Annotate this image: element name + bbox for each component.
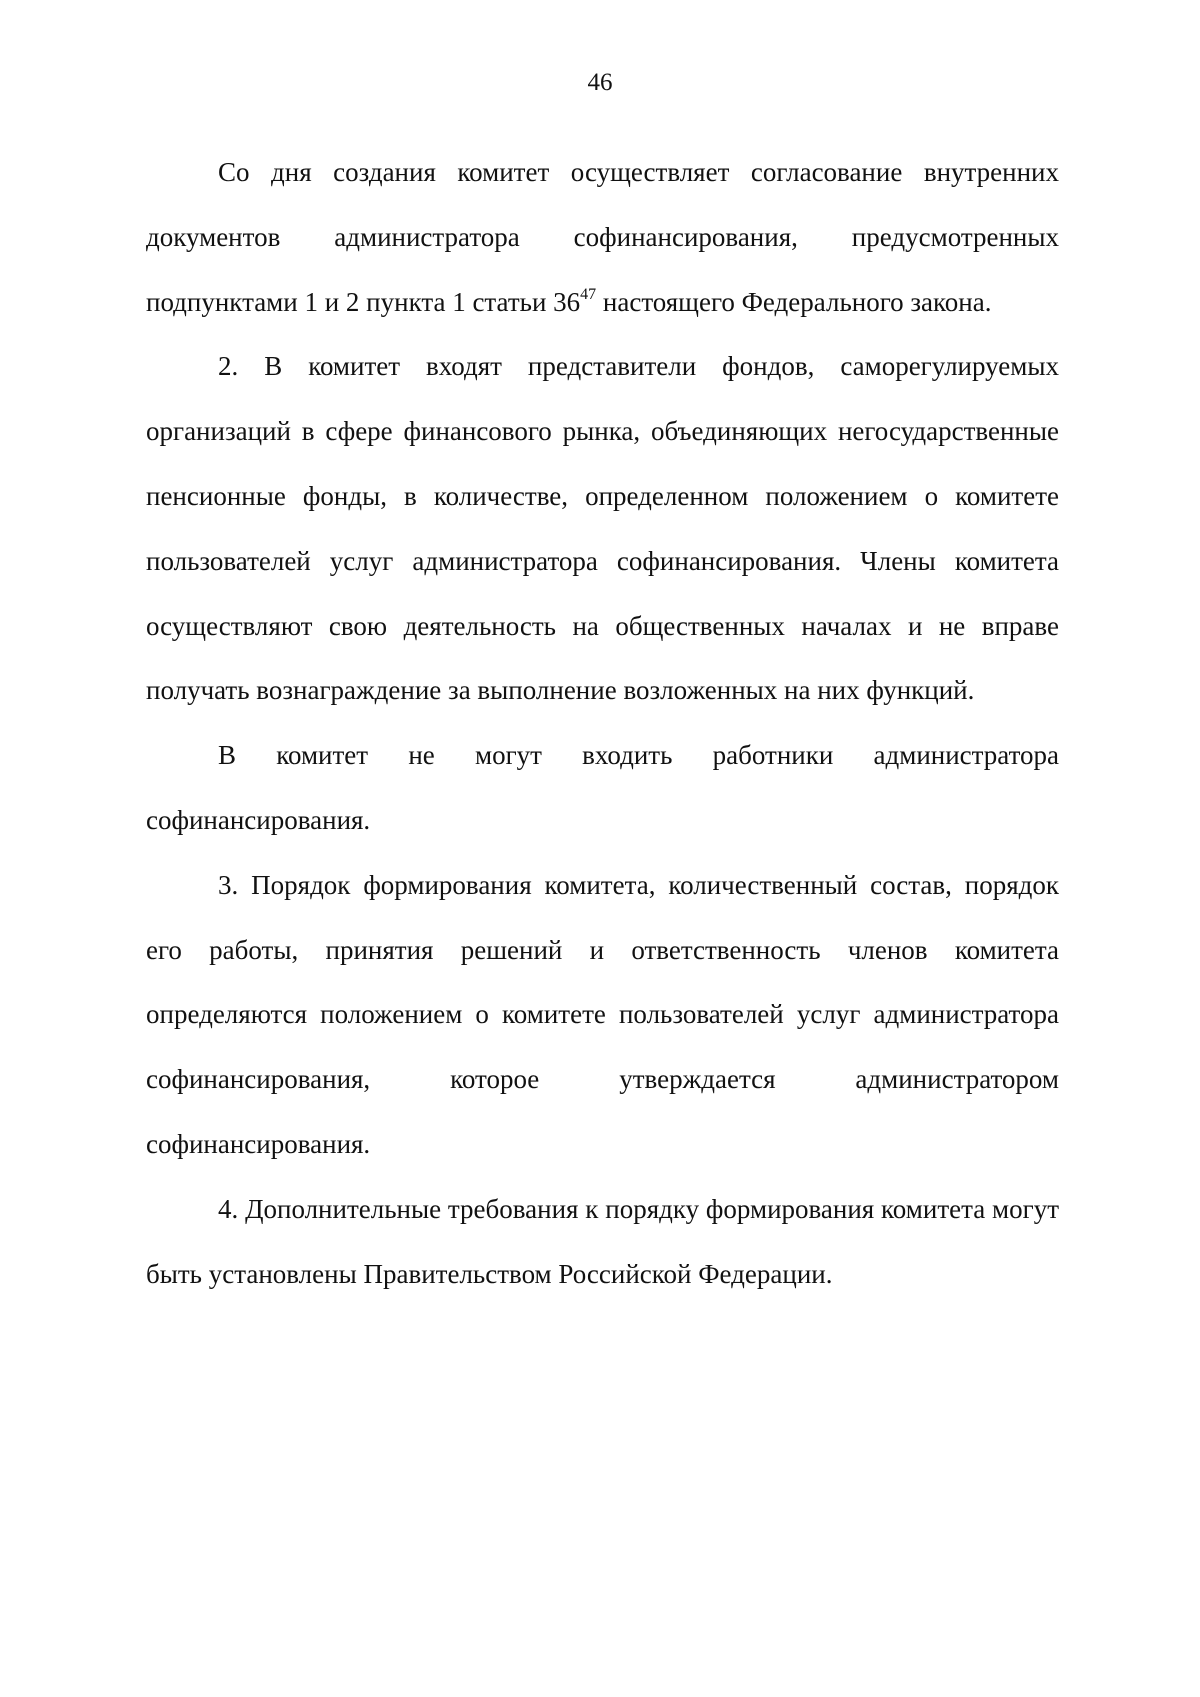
paragraph-4: 3. Порядок формирования комитета, количественный состав, порядок его работы, принятия решений и ответственность членов комитета определяются положением о комитете пользователей услуг администратора софинансирования, которое утверждается администратором софинансирования.: [146, 869, 1059, 1159]
paragraph-2: 2. В комитет входят представители фондов, саморегулируемых организаций в сфере финансового рынка, объединяющих негосударственные пенсионные фонды, в количестве, определенном положением о комитете пользователей услуг администратора софинансирования. Члены комитета осуществляют свою деятельность на общественных началах и не вправе получать вознаграждение за выполнение возложенных на них функций.: [146, 351, 1059, 706]
page-number: 46: [587, 69, 613, 96]
paragraph-1-text: Со дня создания комитет осуществляет согласование внутренних документов администратора софинансирования, предусмотренных подпунктами 1 и 2 пункта 1 статьи 36: [146, 157, 1059, 317]
paragraph-1-text-end: настоящего Федерального закона.: [596, 286, 992, 317]
paragraph-3: В комитет не могут входить работники администратора софинансирования.: [146, 740, 1059, 835]
article-superscript: 47: [580, 285, 597, 303]
paragraph-5: 4. Дополнительные требования к порядку формирования комитета могут быть установлены Правительством Российской Федерации.: [146, 1193, 1059, 1289]
paragraph-1: [146, 140, 1059, 334]
document-body: [146, 140, 1059, 1306]
